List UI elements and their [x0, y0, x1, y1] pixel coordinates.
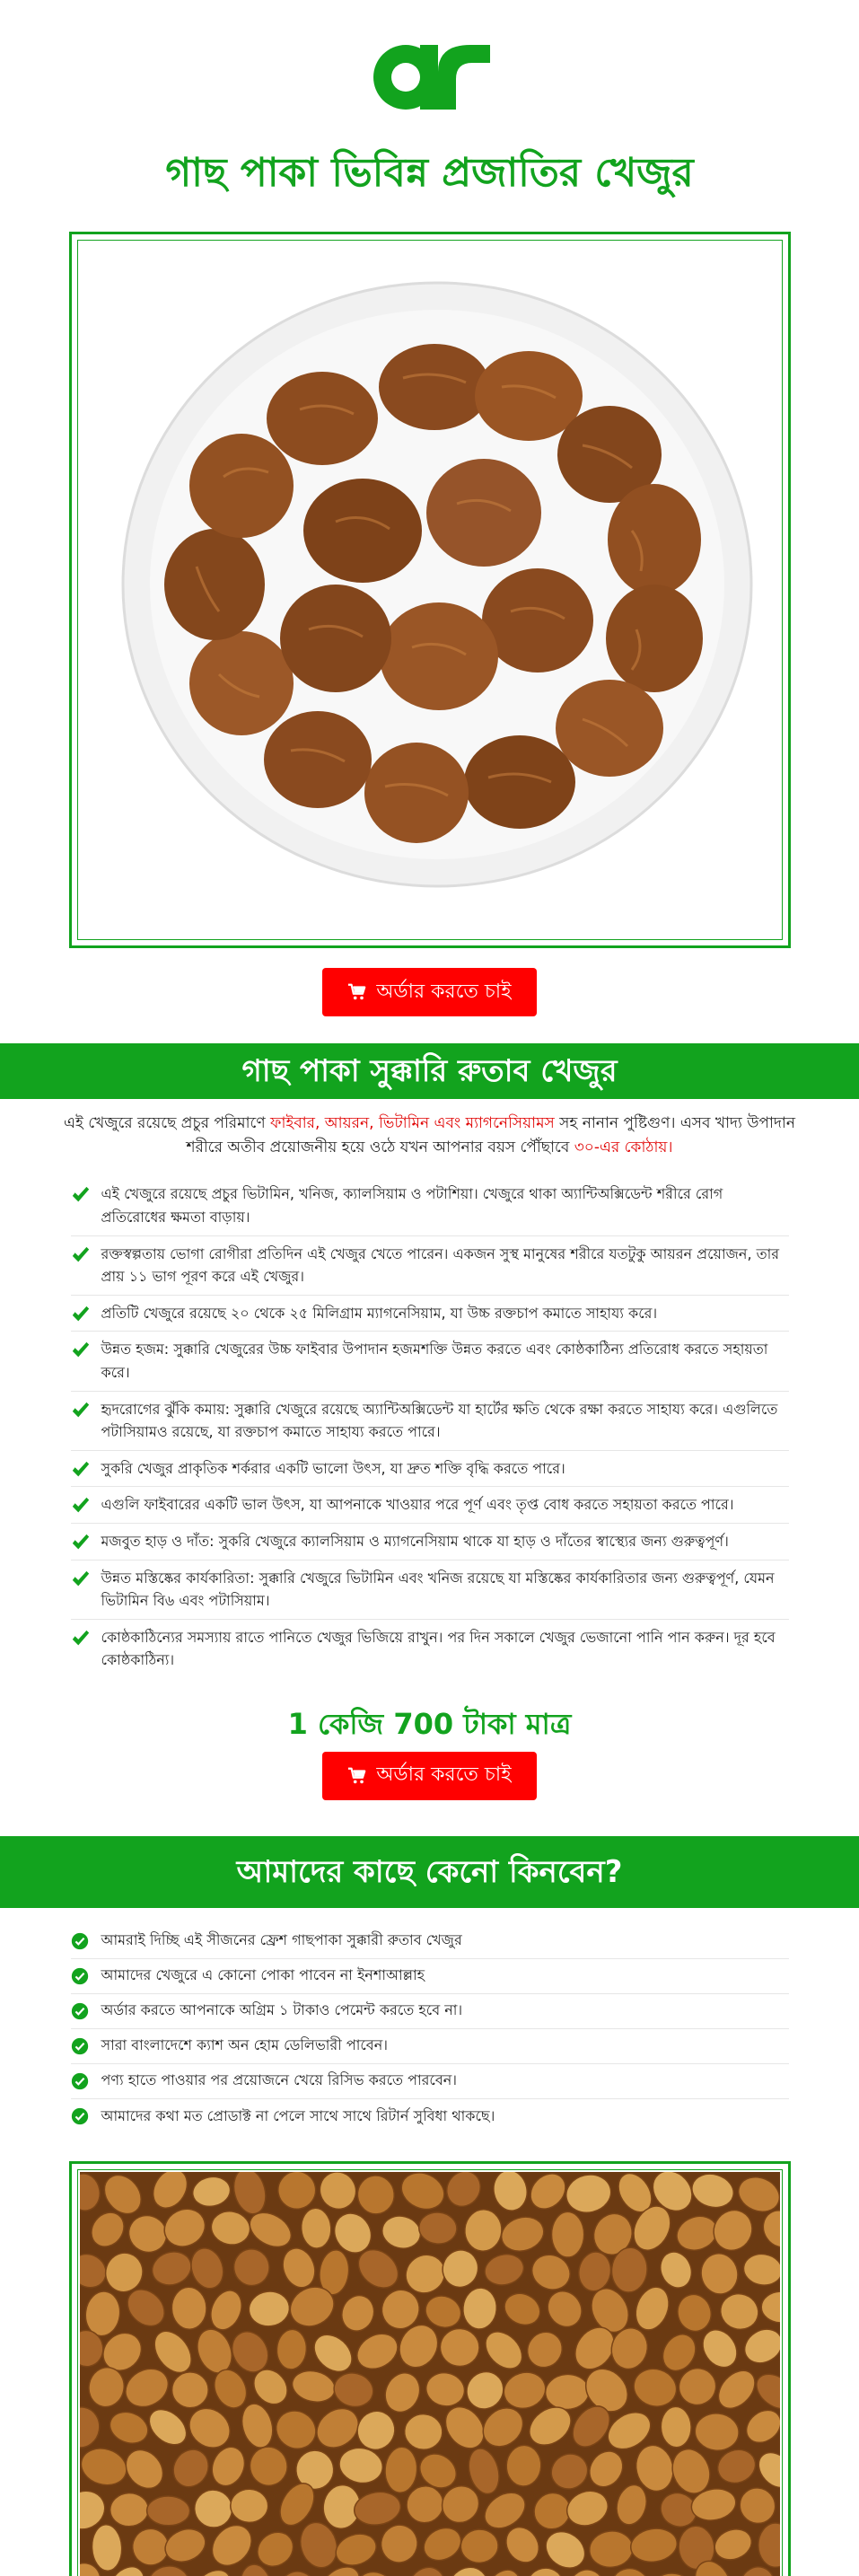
benefit-item — [71, 1487, 789, 1524]
reason-item — [71, 1959, 789, 1994]
order-button[interactable] — [322, 968, 536, 1016]
check-icon — [71, 1533, 91, 1552]
section2-heading: আমাদের কাছে কেনো কিনবেন? — [0, 1836, 859, 1908]
reason-text: আমরাই দিচ্ছি এই সীজনের ফ্রেশ গাছপাকা সুক্কারী রুতাব খেজুর — [101, 1931, 462, 1949]
order-button-row-2 — [0, 1752, 859, 1800]
check-icon — [71, 1341, 91, 1360]
order-button-row-1 — [0, 968, 859, 1016]
intro-text-1: এই খেজুরে রয়েছে প্রচুর পরিমাণে — [64, 1114, 271, 1132]
benefit-item — [71, 1620, 789, 1678]
reason-item — [71, 2064, 789, 2099]
hero-title: গাছ পাকা ভিবিন্ন প্রজাতির খেজুর — [165, 150, 694, 196]
order-button[interactable] — [322, 1752, 536, 1800]
benefits-list — [71, 1176, 789, 1678]
benefit-text: হৃদরোগের ঝুঁকি কমায়: সুক্কারি খেজুরে রয়েছে অ্যান্টিঅক্সিডেন্ট যা হার্টের ক্ষতি থেকে রক্ষা করতে সাহায্য করে। এগুলিতে পটাসিয়ামও রয়েছে, যা রক্তচাপ কমাতে সাহায্য করতে পারে। — [101, 1400, 778, 1441]
intro-highlight-age: ৩০-এর কোঠায়। — [574, 1139, 673, 1157]
check-icon — [71, 1401, 91, 1420]
cart-icon — [347, 1766, 367, 1786]
order-button-label: অর্ডার করতে চাই — [376, 1763, 512, 1787]
benefit-item — [71, 1332, 789, 1391]
order-button-label: অর্ডার করতে চাই — [376, 980, 512, 1003]
check-icon — [71, 1305, 91, 1324]
product-image-frame — [69, 232, 791, 948]
benefit-item — [71, 1524, 789, 1561]
check-icon — [71, 1185, 91, 1205]
check-icon — [71, 1460, 91, 1480]
circle-check-icon — [71, 1932, 89, 1950]
benefit-item — [71, 1392, 789, 1451]
logo-container — [0, 0, 859, 135]
benefit-item — [71, 1236, 789, 1296]
reason-text: অর্ডার করতে আপনাকে অগ্রিম ১ টাকাও পেমেন্ট করতে হবে না। — [101, 2001, 463, 2019]
check-icon — [71, 1245, 91, 1265]
circle-check-icon — [71, 2002, 89, 2020]
circle-check-icon — [71, 2037, 89, 2055]
circle-check-icon — [71, 2072, 89, 2090]
reason-item — [71, 1994, 789, 2029]
benefit-text: উন্নত মস্তিষ্কের কার্যকারিতা: সুক্কারি খেজুরে ভিটামিন এবং খনিজ রয়েছে যা মস্তিষ্কের কার্যকারিতার জন্য গুরুত্বপূর্ণ, যেমন ভিটামিন বি৬ এবং পটাসিয়াম। — [101, 1569, 775, 1610]
circle-check-icon — [71, 2107, 89, 2125]
benefit-item — [71, 1451, 789, 1488]
dates-bowl-image — [77, 240, 783, 940]
price-text: 1 কেজি 700 টাকা মাত্র — [287, 1706, 572, 1741]
check-icon — [71, 1496, 91, 1516]
intro-highlight-nutrients: ফাইবার, আয়রন, ভিটামিন এবং ম্যাগনেসিয়ামস — [270, 1114, 555, 1132]
benefit-text: কোষ্ঠকাঠিন্যের সমস্যায় রাতে পানিতে খেজুর ভিজিয়ে রাখুন। পর দিন সকালে খেজুর ভেজানো পানি পান করুন। দূর হবে কোষ্ঠকাঠিন্য। — [101, 1628, 776, 1669]
brand-logo[interactable] — [363, 32, 497, 119]
benefit-text: রক্তস্বল্পতায় ভোগা রোগীরা প্রতিদিন এই খেজুর খেতে পারেন। একজন সুস্থ মানুষের শরীরে যতটুকু আয়রন প্রয়োজন, তার প্রায় ১১ ভাগ পূরণ করে এই খেজুর। — [101, 1244, 780, 1286]
benefit-item — [71, 1176, 789, 1235]
benefit-text: সুকরি খেজুর প্রাকৃতিক শর্করার একটি ভালো উৎস, যা দ্রুত শক্তি বৃদ্ধি করতে পারে। — [101, 1459, 565, 1477]
reason-text: পণ্য হাতে পাওয়ার পর প্রয়োজনে খেয়ে রিসিভ করতে পারবেন। — [101, 2071, 458, 2089]
check-icon — [71, 1629, 91, 1648]
reason-item — [71, 2029, 789, 2064]
benefit-item — [71, 1296, 789, 1332]
circle-check-icon — [71, 1967, 89, 1985]
section1-heading: গাছ পাকা সুক্কারি রুতাব খেজুর — [0, 1043, 859, 1099]
benefit-text: মজবুত হাড় ও দাঁত: সুকরি খেজুরে ক্যালসিয়াম ও ম্যাগনেসিয়াম থাকে যা হাড় ও দাঁতের স্বাস্থ্যের জন্য গুরুত্বপূর্ণ। — [101, 1532, 729, 1550]
intro-text-2: সহ নানান পুষ্টিগুণ। এসব খাদ্য উপাদান শরীরে অতীব প্রয়োজনীয় হয়ে ওঠে যখন আপনার বয়স পৌঁছাবে — [186, 1114, 795, 1157]
benefit-text: এই খেজুরে রয়েছে প্রচুর ভিটামিন, খনিজ, ক্যালসিয়াম ও পটাশিয়া। খেজুরে থাকা অ্যান্টিঅক্সিডেন্ট শরীরে রোগ প্রতিরোধের ক্ষমতা বাড়ায়। — [101, 1185, 723, 1226]
reason-item — [71, 2099, 789, 2134]
reasons-list — [71, 1924, 789, 2134]
check-icon — [71, 1569, 91, 1589]
cart-icon — [347, 982, 367, 1002]
benefit-text: এগুলি ফাইবারের একটি ভাল উৎস, যা আপনাকে খাওয়ার পরে পূর্ণ এবং তৃপ্ত বোধ করতে সহায়তা করতে পারে। — [101, 1496, 734, 1514]
benefit-text: প্রতিটি খেজুরে রয়েছে ২০ থেকে ২৫ মিলিগ্রাম ম্যাগনেসিয়াম, যা উচ্চ রক্তচাপ কমাতে সাহায্য করে। — [101, 1304, 658, 1322]
product-image-frame — [69, 2161, 791, 2576]
benefit-text: উন্নত হজম: সুক্কারি খেজুরের উচ্চ ফাইবার উপাদান হজমশক্তি উন্নত করতে এবং কোষ্ঠকাঠিন্য প্রতিরোধ করতে সহায়তা করে। — [101, 1341, 768, 1381]
dates-pile-image — [77, 2169, 783, 2576]
benefit-item — [71, 1561, 789, 1620]
reason-text: সারা বাংলাদেশে ক্যাশ অন হোম ডেলিভারী পাবেন। — [101, 2036, 388, 2054]
reason-text: আমাদের খেজুরে এ কোনো পোকা পাবেন না ইনশাআল্লাহ — [101, 1966, 425, 1984]
reason-text: আমাদের কথা মত প্রোডাক্ট না পেলে সাথে সাথে রিটার্ন সুবিধা থাকছে। — [101, 2106, 495, 2124]
reason-item — [71, 1924, 789, 1959]
section1-intro — [62, 1112, 798, 1160]
